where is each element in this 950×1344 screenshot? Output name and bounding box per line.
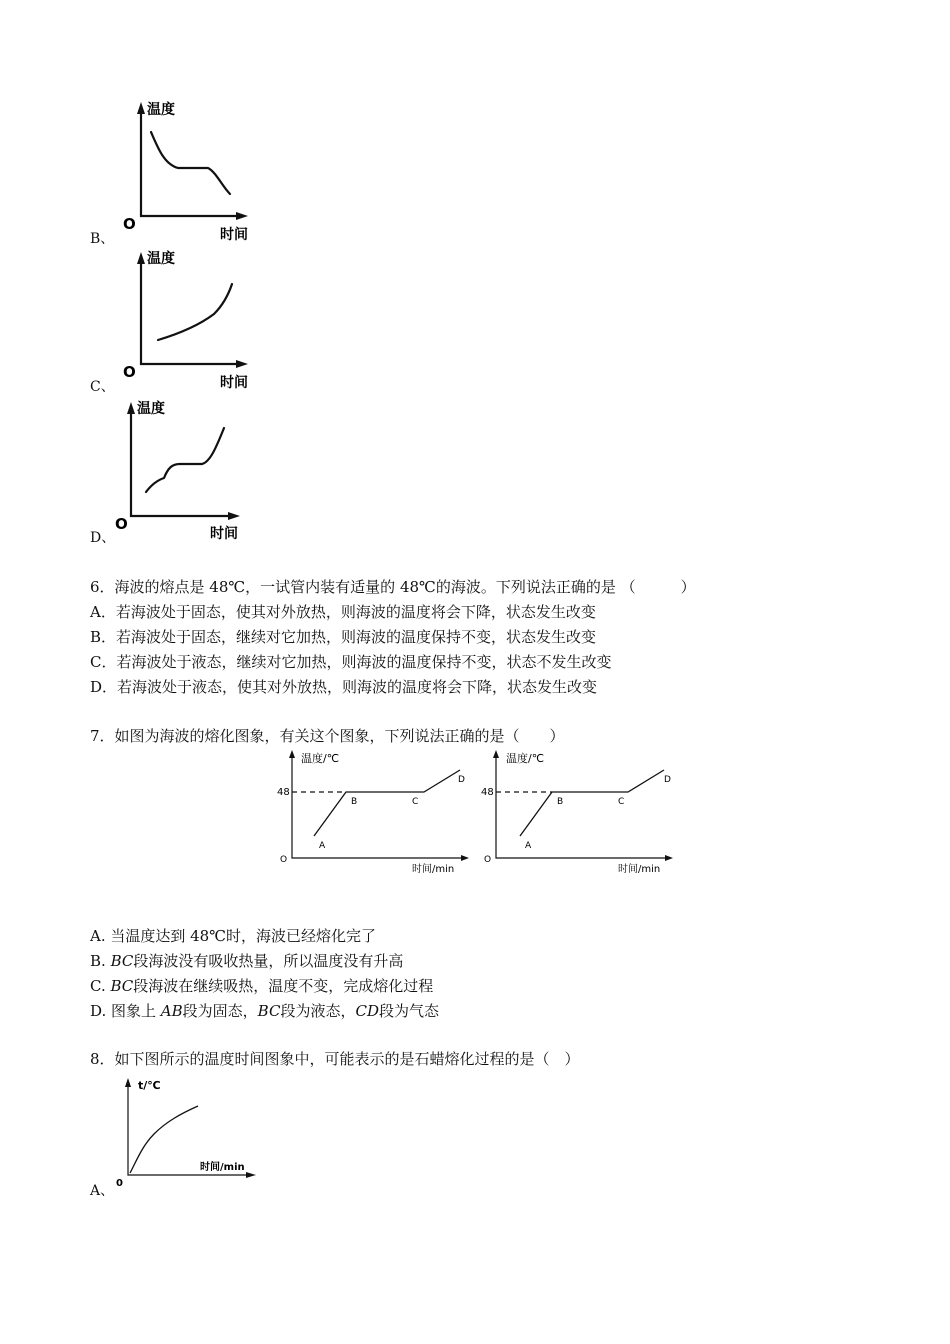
q7-right-point-a: A — [525, 841, 532, 851]
option-d-ylabel: 温度 — [137, 401, 165, 417]
q7-left-curve — [314, 770, 460, 836]
q7-graph-right — [480, 748, 676, 878]
option-b-origin: O — [123, 215, 136, 233]
q6-option-b: B．若海波处于固态，继续对它加热，则海波的温度保持不变，状态发生改变 — [90, 628, 597, 646]
option-d-label: D、 — [90, 530, 116, 546]
q7-left-ylabel: 温度/℃ — [301, 752, 340, 765]
q7-left-origin: O — [280, 855, 288, 865]
q7-left-xlabel: 时间/min — [412, 864, 455, 875]
q8-option-a-origin: 0 — [116, 1178, 123, 1189]
option-b-ylabel: 温度 — [147, 102, 175, 118]
q7-left-point-c: C — [412, 797, 419, 807]
option-b-graph — [118, 96, 258, 246]
q7-option-b: B. BC段海波没有吸收热量，所以温度没有升高 — [90, 952, 404, 970]
option-c-graph — [118, 246, 258, 396]
q7-right-point-d: D — [664, 775, 671, 785]
q8-option-a-graph — [110, 1076, 270, 1196]
option-d-graph — [110, 396, 250, 546]
q8-option-a-xlabel: 时间/min — [200, 1162, 245, 1173]
option-c-ylabel: 温度 — [147, 251, 175, 267]
q7-option-a: A. 当温度达到 48℃时，海波已经熔化完了 — [90, 927, 377, 945]
q6-option-c: C．若海波处于液态，继续对它加热，则海波的温度保持不变，状态不发生改变 — [90, 653, 612, 671]
q7-left-point-b: B — [351, 797, 358, 807]
q6-stem: 6．海波的熔点是 48℃，一试管内装有适量的 48℃的海波。下列说法正确的是 （ ） — [90, 578, 696, 596]
q7-right-tick-48: 48 — [481, 787, 494, 798]
q7-option-d: D. 图象上 AB段为固态，BC段为液态，CD段为气态 — [90, 1002, 439, 1020]
q7-right-xlabel: 时间/min — [618, 864, 661, 875]
option-b-curve — [151, 132, 230, 194]
q7-right-origin: O — [484, 855, 492, 865]
q7-left-point-d: D — [458, 775, 465, 785]
option-b-xlabel: 时间 — [220, 227, 248, 243]
q6-option-d: D．若海波处于液态，使其对外放热，则海波的温度将会下降，状态发生改变 — [90, 678, 598, 696]
q7-right-ylabel: 温度/℃ — [506, 752, 545, 765]
q7-left-tick-48: 48 — [277, 787, 290, 798]
option-c-origin: O — [123, 363, 136, 381]
q7-graph-left — [276, 748, 472, 878]
q8-stem: 8．如下图所示的温度时间图象中，可能表示的是石蜡熔化过程的是（ ） — [90, 1050, 580, 1068]
option-c-label: C、 — [90, 379, 115, 395]
option-d-curve — [146, 428, 224, 492]
q8-option-a-label: A、 — [90, 1183, 115, 1199]
option-d-origin: O — [115, 515, 128, 533]
q6-option-a: A．若海波处于固态，使其对外放热，则海波的温度将会下降，状态发生改变 — [90, 603, 596, 621]
q8-option-a-ylabel: t/℃ — [138, 1079, 161, 1092]
option-c-curve — [158, 284, 232, 340]
q7-option-c: C. BC段海波在继续吸热，温度不变，完成熔化过程 — [90, 977, 434, 995]
q8-option-a-curve — [130, 1106, 198, 1173]
option-c-xlabel: 时间 — [220, 375, 248, 391]
q7-stem: 7．如图为海波的熔化图象，有关这个图象，下列说法正确的是（ ） — [90, 727, 565, 745]
option-d-xlabel: 时间 — [210, 526, 238, 542]
q7-right-point-b: B — [557, 797, 564, 807]
q7-right-curve — [520, 770, 664, 836]
q7-left-point-a: A — [319, 841, 326, 851]
q7-right-point-c: C — [618, 797, 625, 807]
option-b-label: B、 — [90, 231, 115, 247]
